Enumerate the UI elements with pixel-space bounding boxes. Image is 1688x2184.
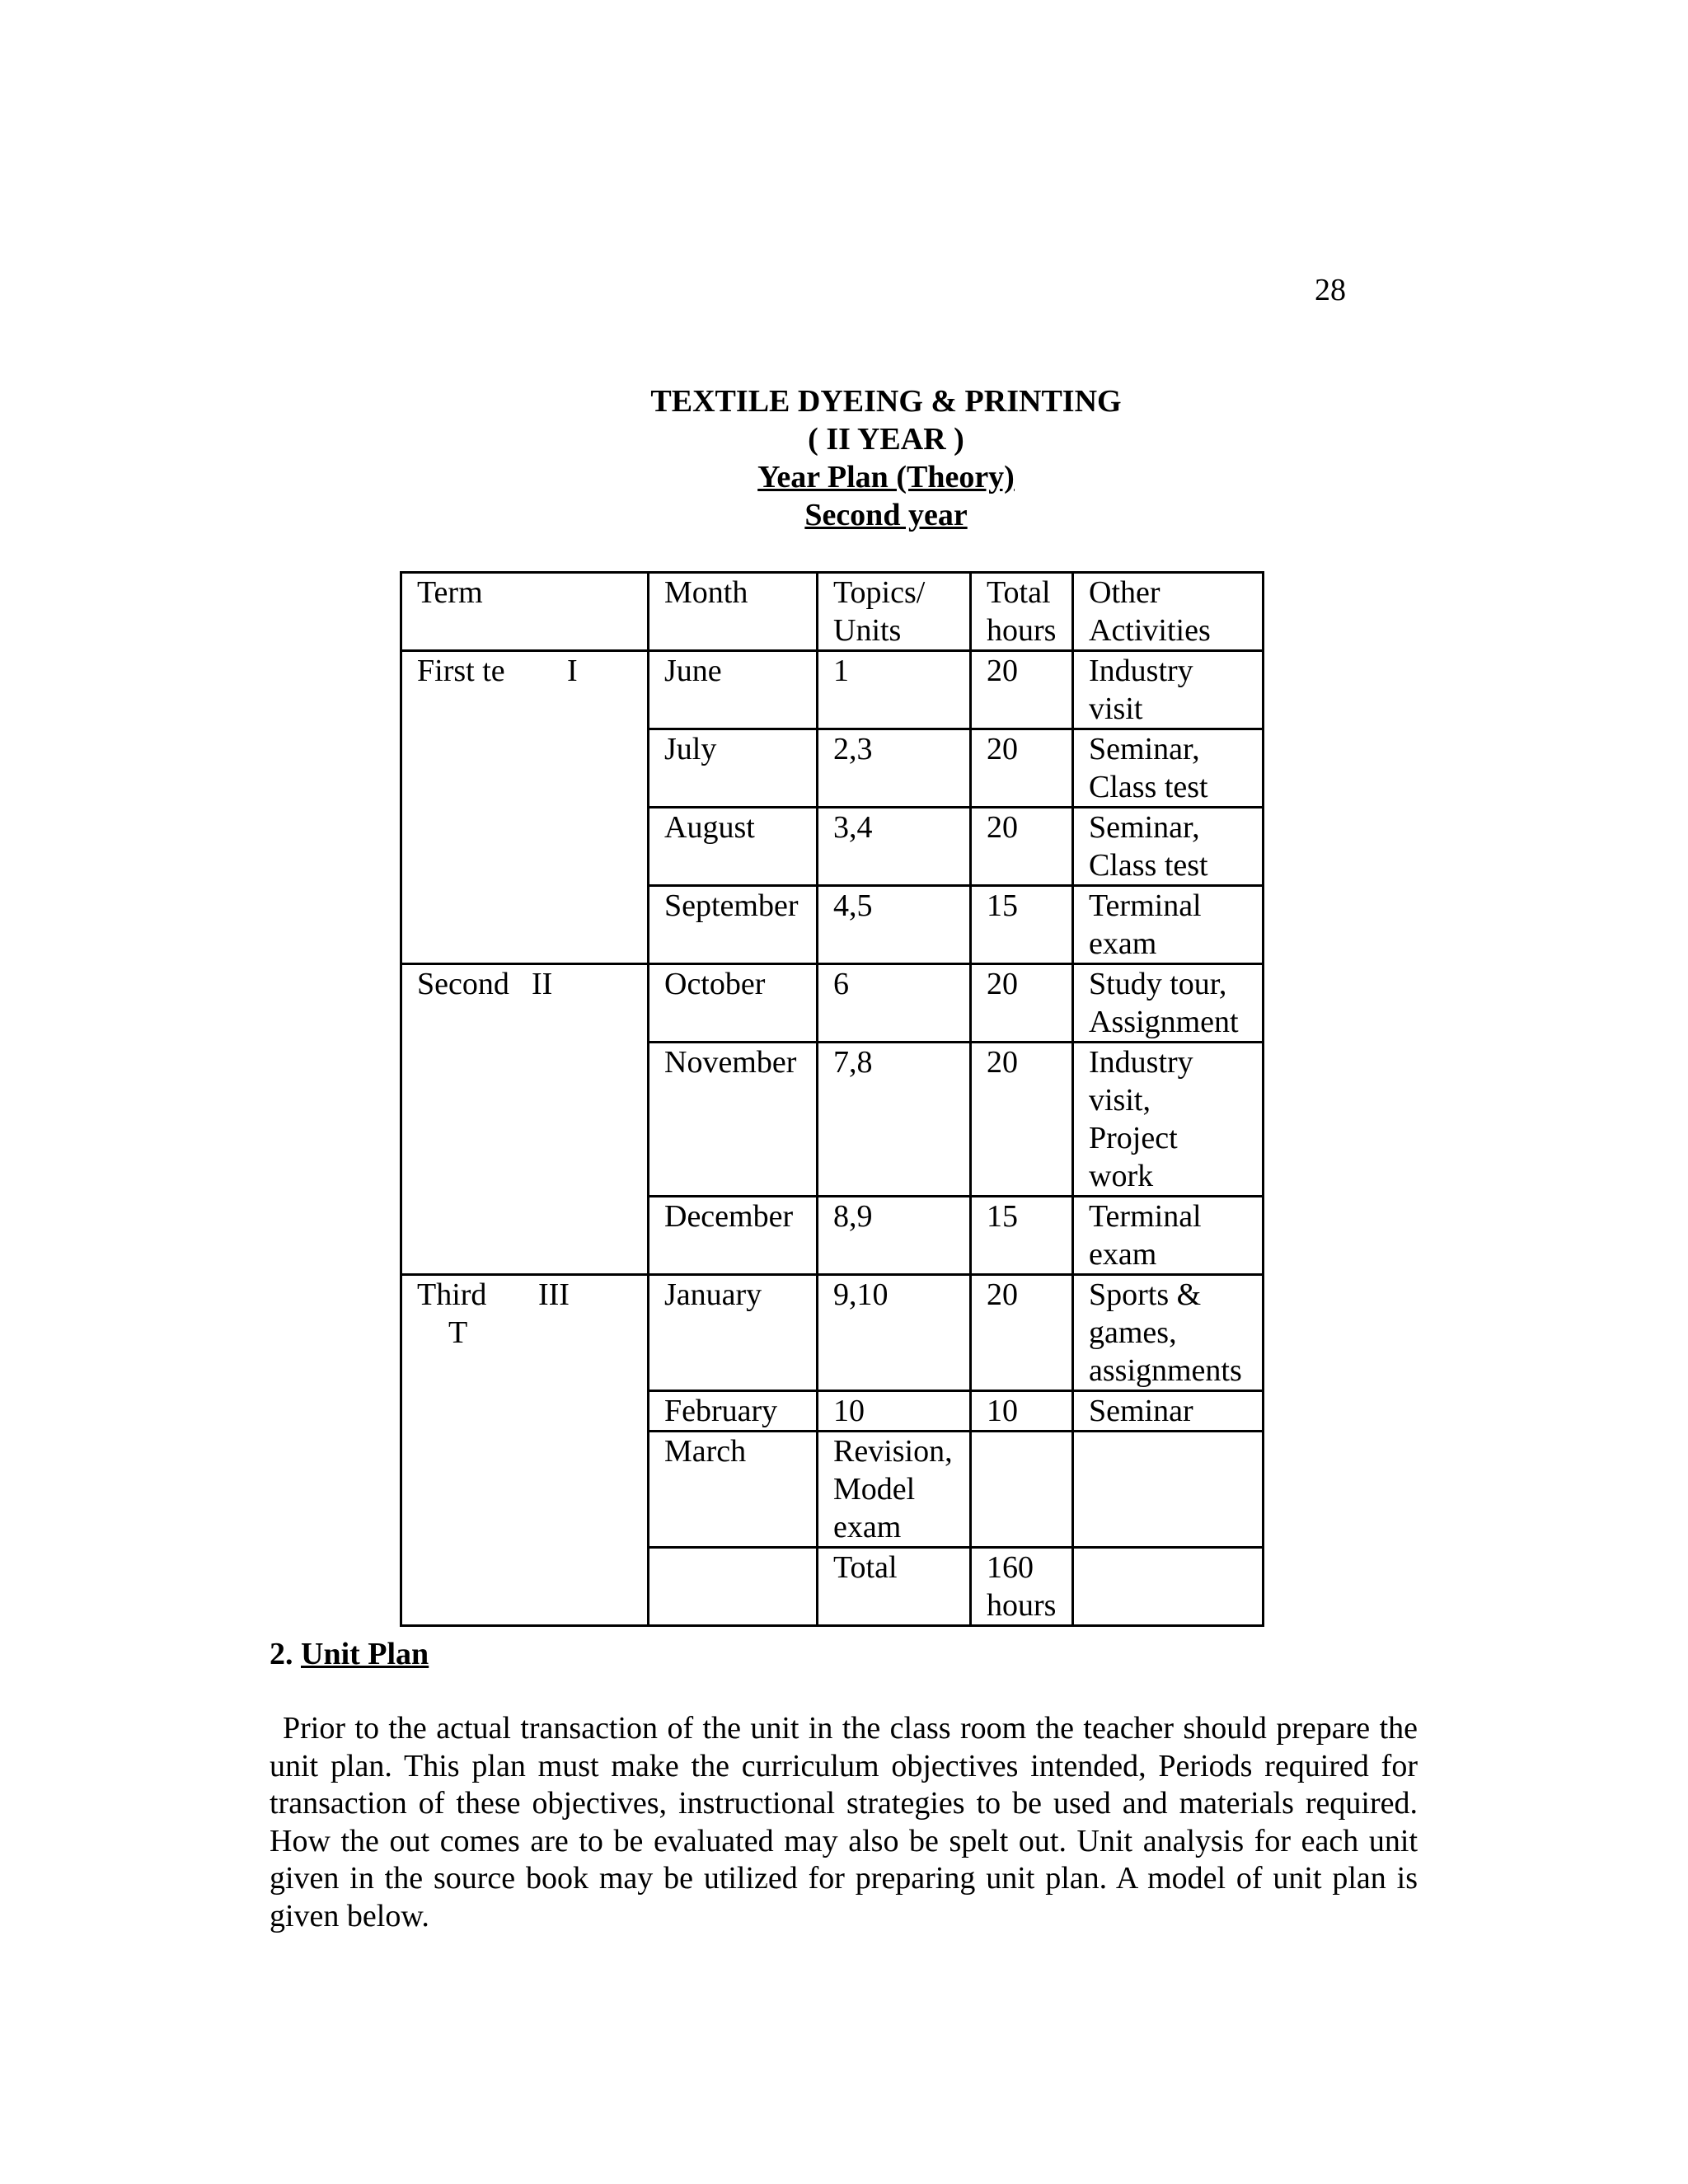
topics-cell: 3,4: [818, 808, 971, 886]
hours-cell: 20: [971, 964, 1073, 1043]
month-cell: January: [649, 1275, 818, 1391]
activities-cell: Seminar: [1073, 1391, 1264, 1432]
document-heading: [0, 382, 1688, 534]
activities-cell: Seminar, Class test: [1073, 729, 1264, 808]
activities-cell: Sports & games, assignments: [1073, 1275, 1264, 1391]
topics-cell: 10: [818, 1391, 971, 1432]
hours-cell: 20: [971, 1043, 1073, 1197]
month-cell: March: [649, 1432, 818, 1548]
header-activities: Other Activities: [1073, 573, 1264, 651]
topics-cell: 2,3: [818, 729, 971, 808]
year-plan-table: [400, 571, 1264, 1627]
section-title: Unit Plan: [301, 1637, 429, 1671]
month-cell: February: [649, 1391, 818, 1432]
table-row: [401, 651, 1264, 729]
header-topics: Topics/ Units: [818, 573, 971, 651]
topics-cell: 7,8: [818, 1043, 971, 1197]
subject-title: TEXTILE DYEING & PRINTING: [650, 384, 1122, 419]
term-cell-second: Second II: [401, 964, 649, 1275]
hours-cell: 20: [971, 651, 1073, 729]
hours-cell: 20: [971, 1275, 1073, 1391]
month-cell: December: [649, 1197, 818, 1275]
month-cell: July: [649, 729, 818, 808]
month-cell: November: [649, 1043, 818, 1197]
plan-subtitle: Second year: [804, 498, 968, 532]
activities-cell: Terminal exam: [1073, 886, 1264, 964]
activities-cell: Industry visit: [1073, 651, 1264, 729]
table-header-row: [401, 573, 1264, 651]
topics-cell: 8,9: [818, 1197, 971, 1275]
page-number: 28: [1315, 273, 1346, 307]
unit-plan-paragraph: Prior to the actual transaction of the unit in the class room the teacher should prepare the unit plan. This plan must make the curriculum objectives intended, Periods required for transaction of these objectives, instructional strategies to be used and materials required. How the out comes are to be evaluated may also be spelt out. Unit analysis for each unit given in the source book may be utilized for preparing unit plan. A model of unit plan is given below.: [270, 1711, 1418, 1933]
topics-cell: 1: [818, 651, 971, 729]
activities-cell: [1073, 1548, 1264, 1626]
topics-cell: 4,5: [818, 886, 971, 964]
topics-cell: 6: [818, 964, 971, 1043]
month-cell: [649, 1548, 818, 1626]
header-hours: Total hours: [971, 573, 1073, 651]
term-cell-first: First te I: [401, 651, 649, 964]
activities-cell: Study tour, Assignment: [1073, 964, 1264, 1043]
topics-cell: 9,10: [818, 1275, 971, 1391]
activities-cell: Terminal exam: [1073, 1197, 1264, 1275]
plan-title: Year Plan (Theory): [757, 460, 1015, 494]
month-cell: September: [649, 886, 818, 964]
activities-cell: Industry visit, Project work: [1073, 1043, 1264, 1197]
topics-cell: Revision, Model exam: [818, 1432, 971, 1548]
hours-cell: [971, 1432, 1073, 1548]
hours-cell: 15: [971, 1197, 1073, 1275]
hours-cell: 10: [971, 1391, 1073, 1432]
activities-cell: Seminar, Class test: [1073, 808, 1264, 886]
month-cell: August: [649, 808, 818, 886]
month-cell: October: [649, 964, 818, 1043]
hours-cell: 20: [971, 729, 1073, 808]
hours-cell: 20: [971, 808, 1073, 886]
hours-cell: 160 hours: [971, 1548, 1073, 1626]
month-cell: June: [649, 651, 818, 729]
year-label: ( II YEAR ): [808, 422, 964, 457]
table-row: [401, 1275, 1264, 1391]
table-row: [401, 964, 1264, 1043]
term-cell-third: Third III T: [401, 1275, 649, 1626]
activities-cell: [1073, 1432, 1264, 1548]
header-month: Month: [649, 573, 818, 651]
unit-plan-heading: [270, 1635, 429, 1673]
hours-cell: 15: [971, 886, 1073, 964]
header-term: Term: [401, 573, 649, 651]
topics-cell: Total: [818, 1548, 971, 1626]
section-number: 2.: [270, 1637, 293, 1671]
